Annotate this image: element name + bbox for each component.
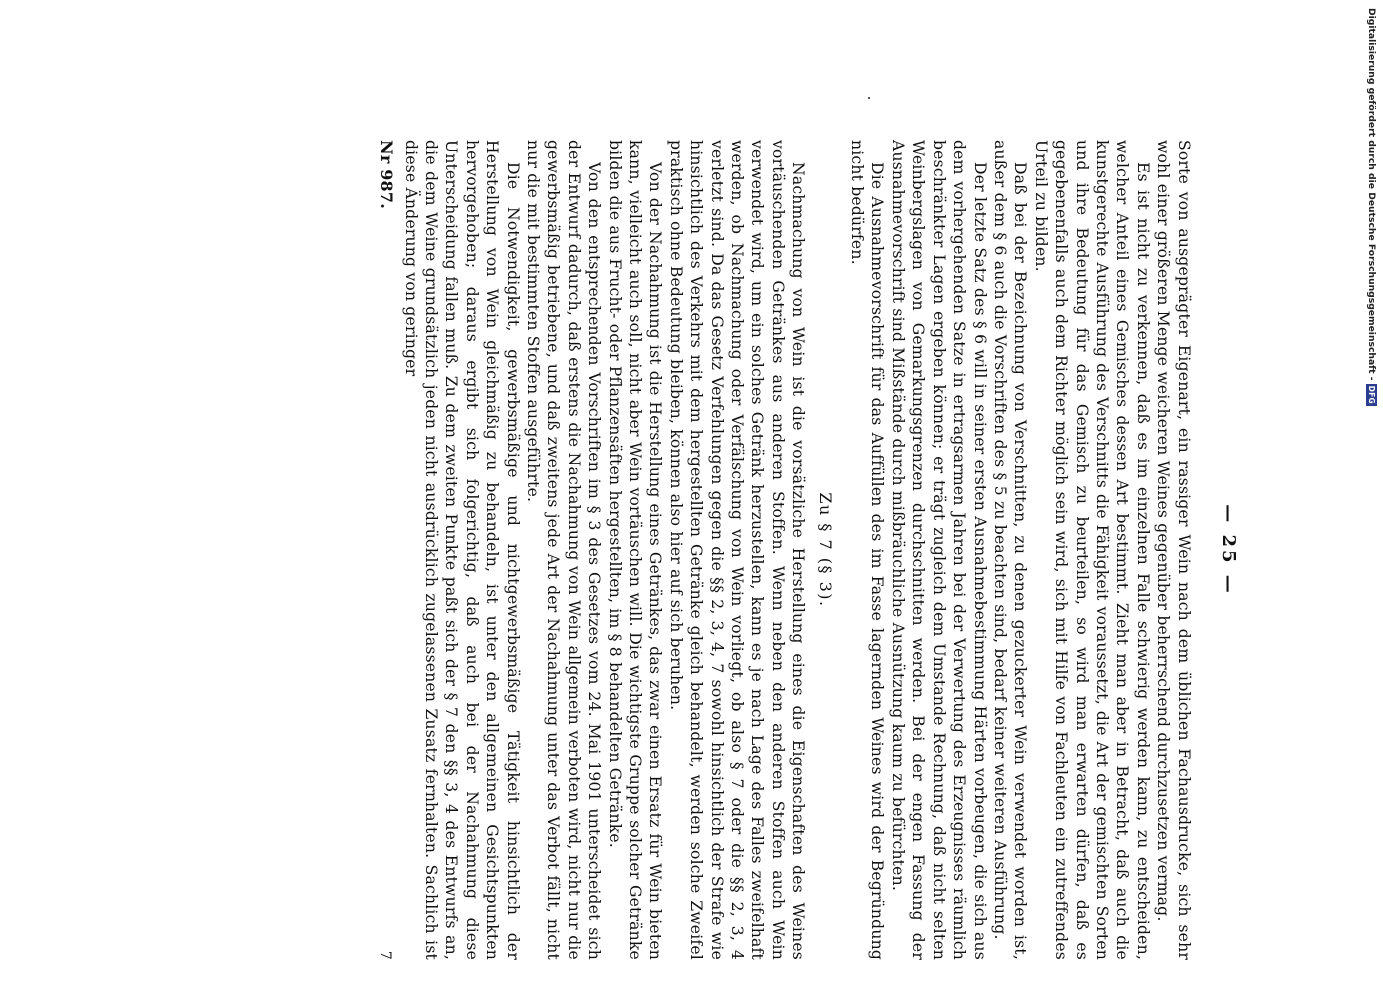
signature-mark: 7 — [377, 950, 394, 960]
paragraph: Von den entsprechenden Vorschriften im § 3 des Gesetzes vom 24. Mai 1901 unterscheidet sich der Entwurf dadurch, daß erstens die Nachahmung von Wein allgemein verboten wird, nicht nur die gewerbsmäßig betriebene, und daß zweitens jede Art der Nachahmung unter das Verbot fällt, nicht nur die mit bestimmten Stoffen ausgeführte. — [524, 140, 604, 960]
scan-speck — [868, 97, 870, 99]
paragraph: Von der Nachahmung ist die Herstellung eines Getränkes, das zwar einen Ersatz für Wein bieten kann, vielleicht auch soll, nicht aber Wein vortäuschen will. Die wichtigste Gruppe solcher Getränke bilden die aus Frucht- oder Pflanzensäften hergestellten, im § 8 behandelten Getränke. — [605, 140, 665, 960]
page-footer — [375, 140, 396, 960]
paragraph: Die Ausnahmevorschrift für das Auffüllen des im Fasse lagernden Weines wird der Begründung nicht bedürfen. — [848, 140, 887, 960]
digitization-credit — [1364, 8, 1380, 404]
credit-text: Digitalisierung gefördert durch die Deutsche Forschungsgemeinschaft - — [1366, 8, 1378, 381]
page-number: — 25 — — [1218, 504, 1239, 596]
paragraph: Daß bei der Bezeichnung von Verschnitten, zu denen gezuckerter Wein verwendet worden ist, außer dem § 6 auch die Vorschriften des § 5 zu beachten sind, bedarf keiner weiteren Ausführung. — [990, 140, 1030, 960]
sheet-mark: Nr 987. — [377, 140, 397, 209]
text-body — [375, 140, 1238, 960]
paragraph: Sorte von ausgeprägter Eigenart, ein rassiger Wein nach dem üblichen Fachausdrucke, sich sehr wohl einer größeren Menge weicheren Weines gegenüber beherrschend durchzusetzen vermag. — [1154, 140, 1193, 960]
dfg-logo: DFG — [1367, 385, 1377, 404]
paragraph: Es ist nicht zu verkennen, daß es im einzelnen Falle schwierig werden kann, zu entscheiden, welcher Anteil eines Gemisches dessen Art bestimmt. Zieht man aber in Betracht, daß auch die kunstgerechte Ausführung des Verschnitts die Fähigkeit voraussetzt, die Art der gemischten Sorten und ihre Bedeutung für das Gemisch zu beurteilen, so wird man erwarten dürfen, daß es gegebenenfalls auch dem Richter möglich sein wird, sich mit Hilfe von Fachleuten ein zutreffendes Urteil zu bilden. — [1031, 140, 1152, 960]
section-heading: Zu § 7 (§ 3). — [815, 492, 835, 608]
paragraph: Die Notwendigkeit, gewerbsmäßige und nichtgewerbsmäßige Tätigkeit hinsichtlich der Herstellung von Wein gleichmäßig zu behandeln, ist unter den allgemeinen Gesichtspunkten hervorgehoben; daraus ergibt sich folgerichtig, daß auch bei der Nachahmung diese Unterscheidung fallen muß. Zu dem zweiten Punkte paßt sich der § 7 den §§ 3, 4 des Entwurfs an, die dem Weine grundsätzlich jeden nicht ausdrücklich zugelassenen Zusatz fernhalten. Sachlich ist diese Änderung von geringer — [401, 140, 522, 960]
paragraph: Der letzte Satz des § 6 will in seiner ersten Ausnahmebestimmung Härten vorbeugen, die sich aus dem vorhergehenden Satze in ertragsarmen Jahren bei der Verwertung des Erzeugnisses räumlich beschränkter Lagen ergeben können; er trägt zugleich dem Umstande Rechnung, daß nicht selten Weinbergslagen von Gemarkungsgrenzen durchschnitten werden. Bei der engen Fassung der Ausnahmevorschrift sind Mißstände durch mißbräuchliche Ausnützung kaum zu befürchten. — [888, 140, 989, 960]
paragraph: Nachmachung von Wein ist die vorsätzliche Herstellung eines die Eigenschaften des Weines vortäuschenden Getränkes aus anderen Stoffen. Wenn neben den anderen Stoffen auch Wein verwendet wird, um ein solches Getränk herzustellen, kann es je nach Lage des Falles zweifelhaft werden, ob Nachmachung oder Verfälschung von Wein vorliegt, ob also § 7 oder die §§ 2, 3, 4 verletzt sind. Da das Gesetz Verfehlungen gegen die §§ 2, 3, 4, 7 sowohl hinsichtlich der Strafe wie hinsichtlich des Verkehrs mit dem hergestellten Getränke gleich behandelt, werden solche Zweifel praktisch ohne Bedeutung bleiben, können also hier auf sich beruhen. — [666, 140, 808, 960]
